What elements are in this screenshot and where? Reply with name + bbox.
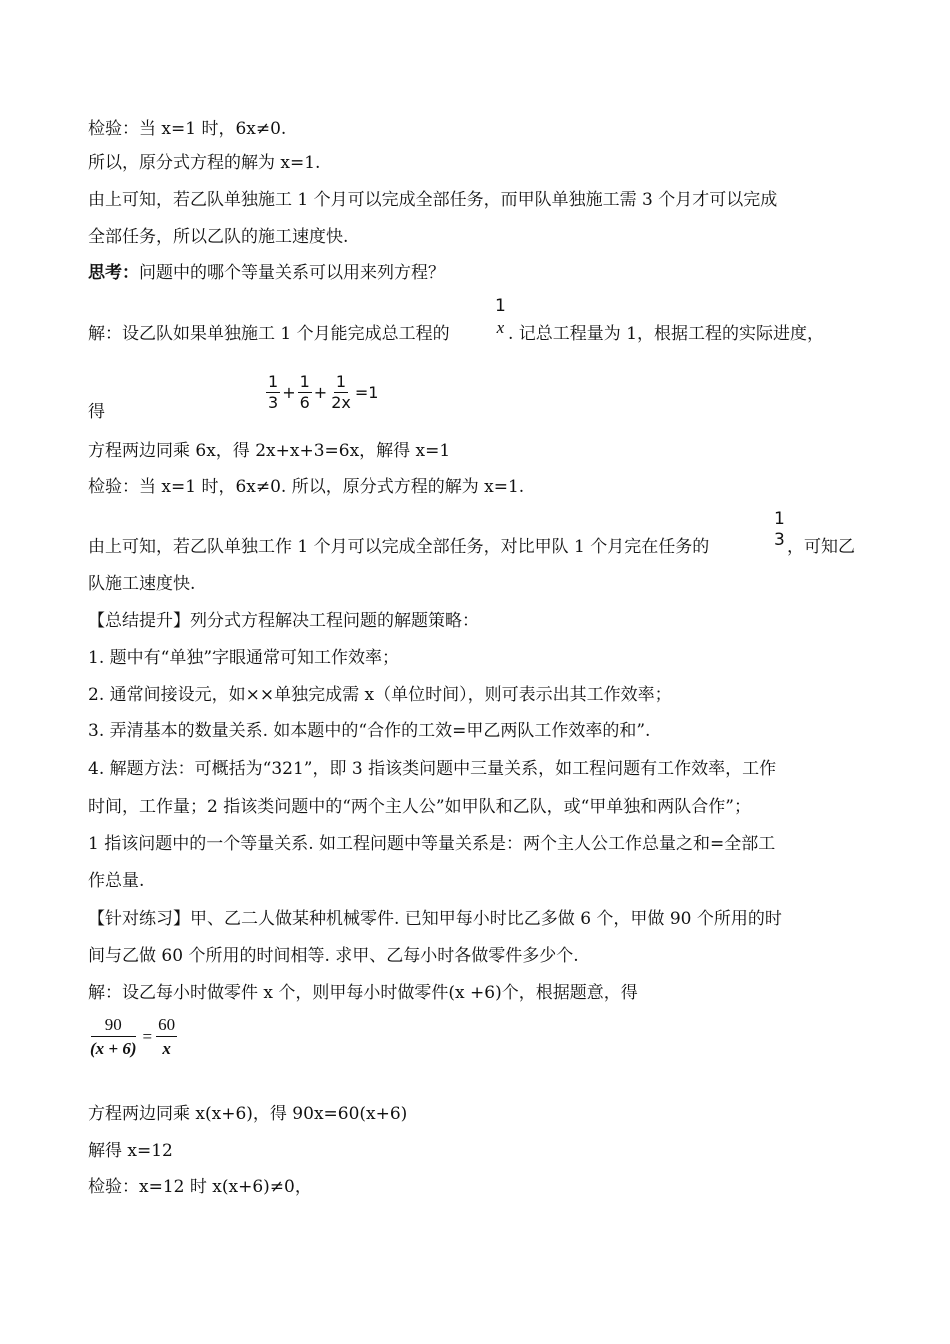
fraction-denominator: x xyxy=(162,1039,171,1058)
summary-heading: 【总结提升】列分式方程解决工程问题的解题策略： xyxy=(88,611,479,631)
fraction-90 xyxy=(88,1016,139,1057)
text-line: 所以，原分式方程的解为 x=1. xyxy=(88,153,321,173)
text-line: 检验：当 x=1 时，6x≠0. 所以，原分式方程的解为 x=1. xyxy=(88,477,525,497)
text-line: 解：设乙每小时做零件 x 个，则甲每小时做零件(x +6)个，根据题意，得 xyxy=(88,983,638,1003)
text-line: 1. 题中有“单独”字眼通常可知工作效率； xyxy=(88,648,400,668)
text-line: 1 指该问题中的一个等量关系. 如工程问题中等量关系是：两个主人公工作总量之和=全部工 xyxy=(88,834,776,854)
fraction-1-over-x xyxy=(493,298,508,336)
fraction-denominator: 3 xyxy=(774,530,785,550)
text-segment: ，可知乙 xyxy=(787,537,855,557)
fraction-1-3 xyxy=(266,374,280,411)
fraction-numerator: 1 xyxy=(335,372,347,391)
text-line: 2. 通常间接设元，如××单独完成需 x（单位时间），则可表示出其工作效率； xyxy=(88,685,672,705)
fraction-numerator: 60 xyxy=(156,1016,177,1037)
fraction-1-2x xyxy=(329,374,353,411)
text-segment: 解：设乙队如果单独施工 1 个月能完成总工程的 xyxy=(88,324,450,344)
text-line: 作总量. xyxy=(88,871,145,891)
fraction-numerator: 90 xyxy=(91,1016,136,1037)
fraction-denominator: x xyxy=(496,318,505,337)
fraction-1-over-3 xyxy=(772,511,787,549)
equation-rhs: =1 xyxy=(354,383,379,402)
fraction-denominator: (x + 6) xyxy=(90,1039,137,1058)
practice-heading: 【针对练习】甲、乙二人做某种机械零件. 已知甲每小时比乙多做 6 个，甲做 90 个所用的时 xyxy=(88,909,782,929)
equals-sign: = xyxy=(142,1026,153,1046)
think-label: 思考： xyxy=(88,263,139,283)
de-label: 得 xyxy=(88,402,105,422)
equation-1 xyxy=(266,374,380,411)
solution-line xyxy=(88,322,450,346)
plus-sign: + xyxy=(313,383,328,402)
fraction-denominator: 2x xyxy=(331,393,351,412)
text-line: 全部任务，所以乙队的施工速度快. xyxy=(88,227,349,247)
fraction-denominator: 3 xyxy=(268,393,279,412)
conclusion-line xyxy=(88,535,709,559)
text-line: 队施工速度快. xyxy=(88,574,196,594)
fraction-1-6 xyxy=(298,374,312,411)
equation-2 xyxy=(88,1016,177,1057)
text-line: 方程两边同乘 x(x+6)，得 90x=60(x+6) xyxy=(88,1104,408,1124)
text-line: 由上可知，若乙队单独施工 1 个月可以完成全部任务，而甲队单独施工需 3 个月才可以完成 xyxy=(88,190,778,210)
text-segment: . 记总工程量为 1，根据工程的实际进度， xyxy=(508,324,825,344)
text-line: 3. 弄清基本的数量关系. 如本题中的“合作的工效=甲乙两队工作效率的和”. xyxy=(88,721,651,741)
text-line: 检验：当 x=1 时，6x≠0. xyxy=(88,119,287,139)
fraction-numerator: 1 xyxy=(299,372,310,391)
fraction-numerator: 1 xyxy=(774,509,785,529)
text-line: 间与乙做 60 个所用的时间相等. 求甲、乙每小时各做零件多少个. xyxy=(88,946,579,966)
fraction-60 xyxy=(156,1016,177,1057)
text-line: 4. 解题方法：可概括为“321”，即 3 指该类问题中三量关系，如工程问题有工作效率，工作 xyxy=(88,759,777,779)
think-line xyxy=(88,261,445,285)
fraction-numerator: 1 xyxy=(268,372,279,391)
text-line: 检验：x=12 时 x(x+6)≠0， xyxy=(88,1177,312,1197)
text-line: 方程两边同乘 6x，得 2x+x+3=6x，解得 x=1 xyxy=(88,441,451,461)
fraction-numerator: 1 xyxy=(495,296,506,316)
conclusion-line-cont xyxy=(787,535,855,559)
plus-sign: + xyxy=(282,383,296,402)
text-line: 时间，工作量；2 指该类问题中的“两个主人公”如甲队和乙队，或“甲单独和两队合作”； xyxy=(88,797,751,817)
fraction-denominator: 6 xyxy=(299,393,310,412)
solution-line-cont xyxy=(508,322,824,346)
text-segment: 由上可知，若乙队单独工作 1 个月可以完成全部任务，对比甲队 1 个月完在任务的 xyxy=(88,537,710,557)
think-text: 问题中的哪个等量关系可以用来列方程？ xyxy=(139,263,445,283)
text-line: 解得 x=12 xyxy=(88,1141,173,1161)
